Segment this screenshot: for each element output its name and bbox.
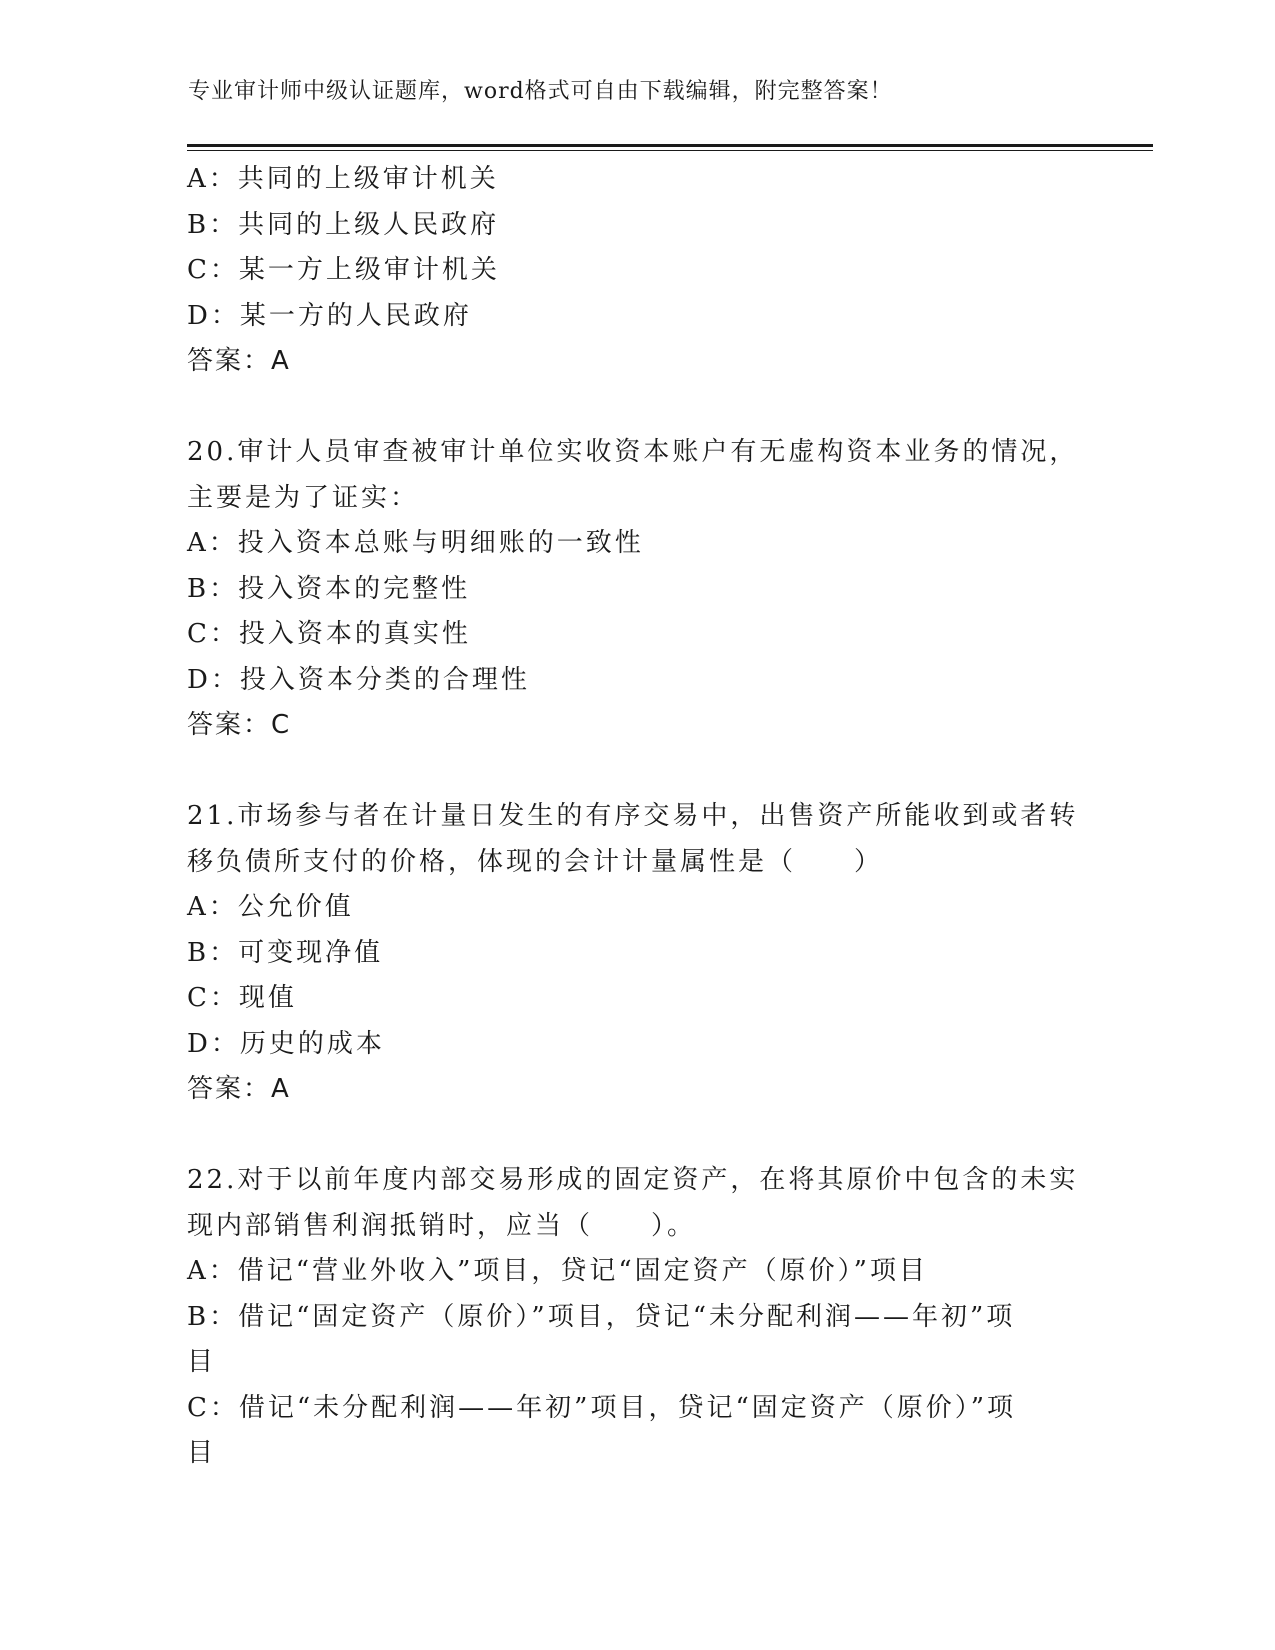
- answer-text: 答案：C: [187, 710, 292, 740]
- option-c: C：投入资本的真实性: [187, 619, 471, 649]
- answer-text: 答案：A: [187, 1074, 291, 1104]
- option-b: B：投入资本的完整性: [187, 573, 471, 604]
- option-c-line-2: 目: [187, 1438, 217, 1468]
- option-b: B：可变现净值: [187, 937, 384, 968]
- option-c: C：某一方上级审计机关: [187, 255, 500, 285]
- question-21: [187, 794, 1087, 1113]
- document-content: [187, 157, 1087, 1477]
- option-b-line-2: 目: [187, 1347, 217, 1377]
- page-header: 专业审计师中级认证题库，word格式可自由下载编辑，附完整答案！: [188, 79, 893, 104]
- question-text-line-1: 21.市场参与者在计量日发生的有序交易中，出售资产所能收到或者转: [187, 801, 1079, 831]
- option-a: A：公允价值: [187, 892, 354, 922]
- question-20: [187, 430, 1087, 749]
- question-22: [187, 1158, 1087, 1477]
- option-b: B：共同的上级人民政府: [187, 209, 500, 240]
- option-c-line-1: C：借记“未分配利润——年初”项目，贷记“固定资产（原价）”项: [187, 1392, 1017, 1423]
- question-text-line-1: 20.审计人员审查被审计单位实收资本账户有无虚构资本业务的情况，: [187, 437, 1079, 467]
- option-d: D：投入资本分类的合理性: [187, 664, 530, 695]
- option-d: D：历史的成本: [187, 1028, 385, 1059]
- option-a: A：共同的上级审计机关: [187, 164, 499, 194]
- answer-text: 答案：A: [187, 346, 291, 376]
- question-text-line-1: 22.对于以前年度内部交易形成的固定资产，在将其原价中包含的未实: [187, 1165, 1079, 1195]
- question-19: [187, 157, 1087, 385]
- question-text-line-2: 主要是为了证实：: [187, 482, 420, 513]
- question-text-line-2: 移负债所支付的价格，体现的会计计量属性是（ ）: [187, 846, 884, 877]
- question-text-line-2: 现内部销售利润抵销时，应当（ ）。: [187, 1210, 697, 1241]
- option-b-line-1: B：借记“固定资产（原价）”项目，贷记“未分配利润——年初”项: [187, 1301, 1016, 1332]
- option-a: A：借记“营业外收入”项目，贷记“固定资产（原价）”项目: [187, 1256, 928, 1286]
- option-c: C：现值: [187, 983, 297, 1013]
- option-d: D：某一方的人民政府: [187, 300, 472, 331]
- option-a: A：投入资本总账与明细账的一致性: [187, 528, 644, 558]
- header-rule-thick: [187, 144, 1153, 147]
- header-rule-thin: [187, 150, 1153, 151]
